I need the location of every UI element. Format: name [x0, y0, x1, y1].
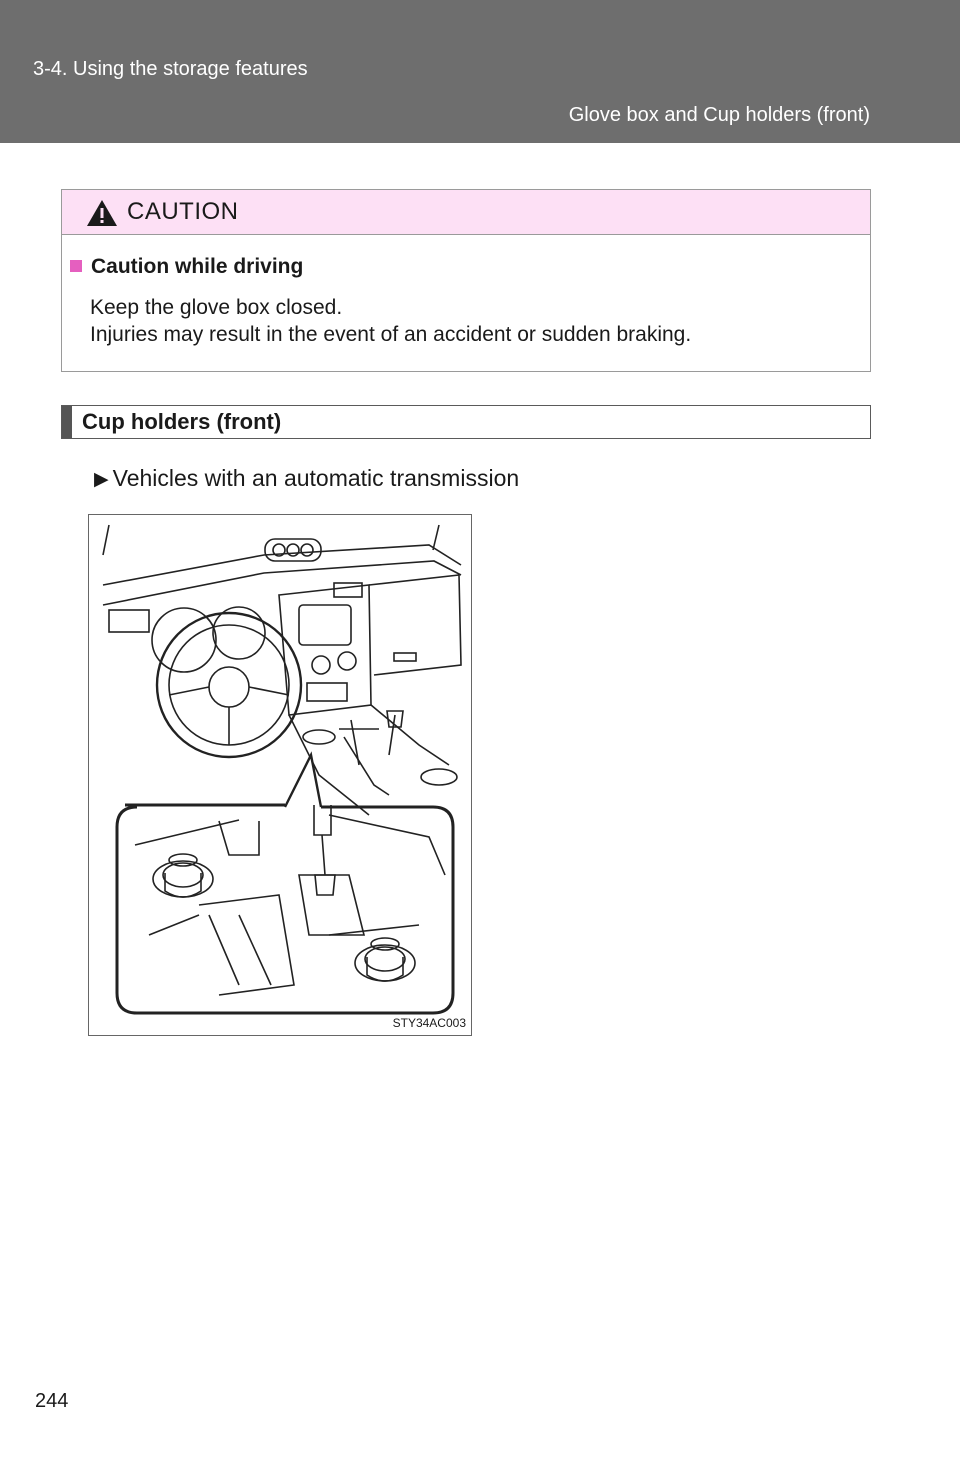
- caution-line: Keep the glove box closed.: [90, 296, 343, 319]
- caution-line: Injuries may result in the event of an accident or sudden braking.: [90, 323, 692, 346]
- square-bullet-icon: [70, 260, 82, 272]
- figure-code: STY34AC003: [392, 1016, 466, 1030]
- section-title: Cup holders (front): [82, 409, 282, 434]
- section-breadcrumb: 3-4. Using the storage features: [33, 58, 308, 80]
- bullet-item: [94, 465, 519, 492]
- triangle-bullet-icon: ▶: [94, 469, 109, 490]
- caution-box: [61, 189, 871, 372]
- page-header: [0, 0, 960, 143]
- page-number: 244: [35, 1390, 69, 1412]
- bullet-text: Vehicles with an automatic transmission: [112, 465, 520, 491]
- heading-bar: [62, 406, 72, 438]
- caution-title: [70, 255, 303, 279]
- section-heading: [61, 405, 871, 439]
- warning-icon: [85, 198, 119, 228]
- caution-header: [62, 190, 870, 235]
- caution-label: CAUTION: [127, 198, 239, 225]
- page-subtitle: Glove box and Cup holders (front): [568, 104, 870, 126]
- cup-holder-illustration: [88, 514, 472, 1036]
- caution-title-text: Caution while driving: [91, 255, 304, 278]
- dashboard-drawing: [89, 515, 471, 1035]
